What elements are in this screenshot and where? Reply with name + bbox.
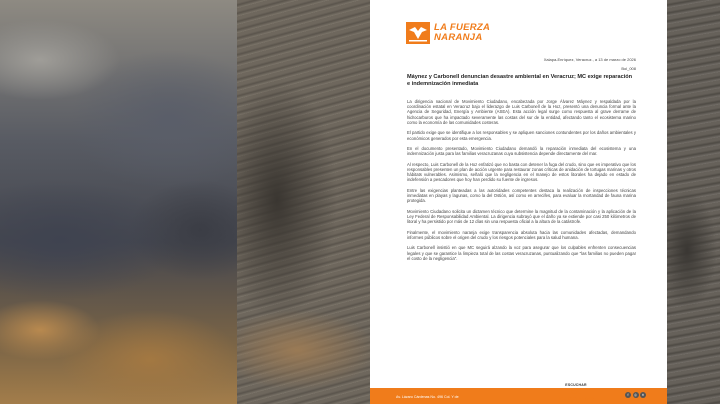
paragraph: Finalmente, el movimiento naranja exige transparencia absoluta hacia las comunidades afectadas, demandando informes públicos sobre el origen del crudo y los riesgos potenciales para la salud humana. [407,229,636,240]
slogan-bottom: EL FUTURO [558,386,594,404]
logo-line-2: NARANJA [434,32,483,43]
bulletin-id: Bol_008 [621,66,636,71]
eagle-logo-icon [406,22,430,44]
footer-address: Av. Lázaro Cárdenas No. 496 Col. Y de [396,395,459,399]
document-title: Máynez y Carbonell denuncian desastre ambiental en Veracruz; MC exige reparación e indemnización inmediata [407,74,633,87]
press-release-document [370,0,667,404]
logo-wordmark [434,23,490,43]
oil-spill-beach-photo [0,0,237,404]
oil-spill-sand-photo [237,0,370,404]
footer-slogan [556,383,596,404]
instagram-icon[interactable]: ◎ [633,393,638,397]
paragraph: En el documento presentado, Movimiento Ciudadano demandó la reparación inmediata del ecosistema y una indemnización justa para las familias veracruzanas cuya subsistencia depende directamente del mar. [407,146,636,157]
oil-spill-shore-photo [667,0,720,404]
paragraph: La dirigencia nacional de Movimiento Ciudadano, encabezada por Jorge Álvarez Máynez y respaldada por la coordinación estatal en Veracruz bajo el liderazgo de Luis Carbonell de la Hoz, presentó una denuncia formal ante la Agencia de Seguridad, Energía y Ambiente (ASEA). Esta acción legal surge como respuesta al grave derrame de hidrocarburos que ha impactado severamente las costas del sur de la entidad, afectando tanto el ecosistema marino como la economía de las comunidades costeras. [407,99,636,125]
social-icons [625,392,646,398]
document-body [407,99,636,266]
paragraph: Luis Carbonell insistió en que MC seguirá alzando la voz para asegurar que los culpables enfrenten consecuencias legales y que se garantice la limpieza total de las costas veracruzanas, puntualizando que "las familias no pueden pagar el costo de la negligencia". [407,245,636,261]
logo-line-1: LA FUERZA [434,22,491,33]
paragraph: Al respecto, Luis Carbonell de la Hoz enfatizó que no basta con detener la fuga del crudo, sino que es imperativo que los responsables presenten un plan de acción urgente para restaurar zonas críticas de anidación de tortugas marinas y otros hábitats vulnerables. Asimismo, señaló que la negligencia en el manejo de estos litorales ha dejado en estado de indefensión a pescadores que hoy han perdido su fuente de ingresos. [407,161,636,183]
paragraph: El partido exige que se identifique a los responsables y se apliquen sanciones contundentes por los daños ambientales y económicos generados por esta emergencia. [407,130,636,141]
facebook-icon[interactable]: f [625,392,631,398]
x-icon[interactable]: ✕ [641,393,645,397]
slogan-top: ESCUCHAR [565,383,587,387]
paragraph: Movimiento Ciudadano solicita un dictamen técnico que determine la magnitud de la contaminación y la aplicación de la Ley Federal de Responsabilidad Ambiental. La dirigencia subrayó que el daño ya se extiende por casi 250 kilómetros de litoral y ha persistido por más de 12 días sin una respuesta oficial a la altura de la catástrofe. [407,208,636,225]
la-fuerza-naranja-logo [406,22,490,44]
place-date: Xalapa-Enríquez, Veracruz., a 13 de marzo de 2026 [543,57,636,62]
paragraph: Entre las exigencias planteadas a las autoridades competentes destaca la realización de inspecciones técnicas inmediatas en playas y lagunas, como la del Ostión, así como en arrecifes, para evaluar la mortandad de fauna marina protegida. [407,187,636,204]
